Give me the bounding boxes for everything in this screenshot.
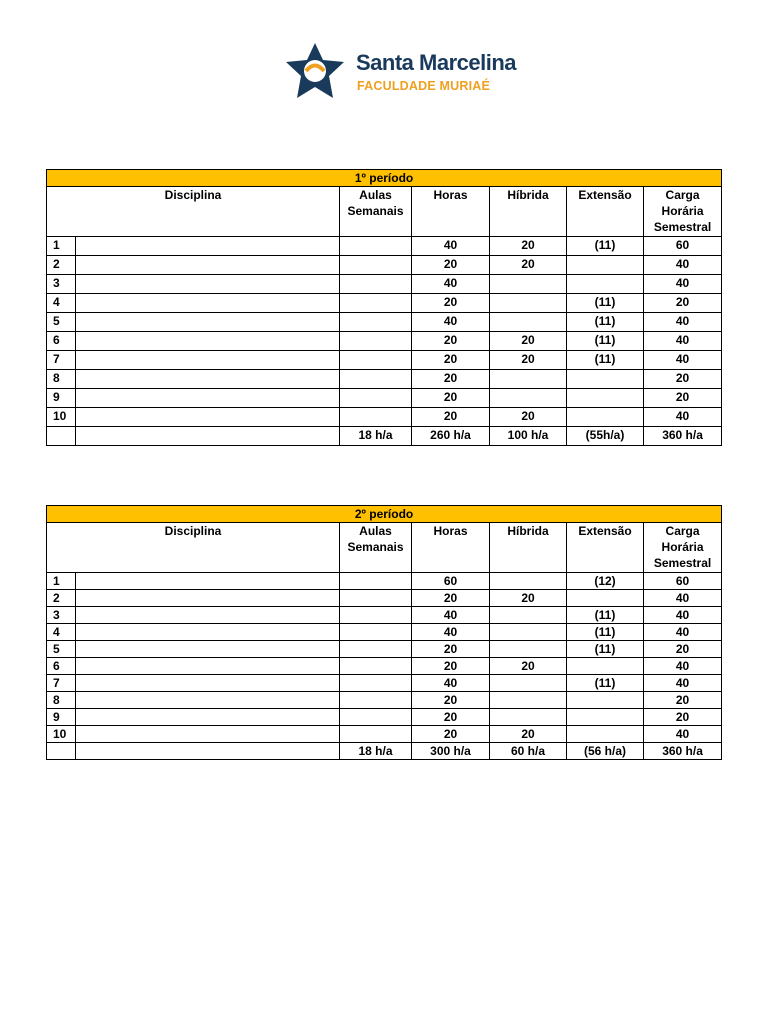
disciplina-cell xyxy=(76,743,340,760)
carga-horaria-cell: 40 xyxy=(644,675,722,692)
table-row xyxy=(47,590,722,607)
col-hibrida: Híbrida xyxy=(490,523,567,573)
extensao-cell xyxy=(567,709,644,726)
total-hibrida: 60 h/a xyxy=(490,743,567,760)
col-extensao: Extensão xyxy=(567,187,644,237)
period-title: 2º período xyxy=(47,506,722,523)
row-number: 3 xyxy=(47,607,76,624)
horas-cell: 20 xyxy=(412,389,490,408)
extensao-cell xyxy=(567,389,644,408)
horas-cell: 20 xyxy=(412,294,490,313)
horas-cell: 20 xyxy=(412,332,490,351)
disciplina-cell xyxy=(76,332,340,351)
horas-cell: 20 xyxy=(412,370,490,389)
carga-horaria-cell: 20 xyxy=(644,709,722,726)
hibrida-cell: 20 xyxy=(490,658,567,675)
carga-horaria-cell: 60 xyxy=(644,237,722,256)
row-number: 3 xyxy=(47,275,76,294)
horas-cell: 20 xyxy=(412,351,490,370)
aulas-semanais-cell xyxy=(340,332,412,351)
extensao-cell xyxy=(567,590,644,607)
carga-horaria-cell: 20 xyxy=(644,370,722,389)
total-horas: 260 h/a xyxy=(412,427,490,446)
carga-horaria-cell: 40 xyxy=(644,256,722,275)
carga-horaria-cell: 40 xyxy=(644,624,722,641)
col-carga-horaria: Carga Horária Semestral xyxy=(644,187,722,237)
period-title: 1º período xyxy=(47,170,722,187)
disciplina-cell xyxy=(76,313,340,332)
hibrida-cell: 20 xyxy=(490,590,567,607)
hibrida-cell xyxy=(490,675,567,692)
extensao-cell xyxy=(567,275,644,294)
table-row xyxy=(47,256,722,275)
table-row xyxy=(47,641,722,658)
horas-cell: 20 xyxy=(412,692,490,709)
table-row xyxy=(47,237,722,256)
disciplina-cell xyxy=(76,256,340,275)
table-row xyxy=(47,351,722,370)
horas-cell: 40 xyxy=(412,313,490,332)
total-carga-horaria: 360 h/a xyxy=(644,427,722,446)
total-aulas: 18 h/a xyxy=(340,743,412,760)
extensao-cell xyxy=(567,692,644,709)
period-table-2 xyxy=(46,505,722,760)
table-row xyxy=(47,658,722,675)
disciplina-cell xyxy=(76,607,340,624)
table-row xyxy=(47,275,722,294)
carga-horaria-cell: 40 xyxy=(644,590,722,607)
aulas-semanais-cell xyxy=(340,692,412,709)
carga-horaria-cell: 20 xyxy=(644,692,722,709)
col-aulas-semanais: Aulas Semanais xyxy=(340,523,412,573)
row-number: 5 xyxy=(47,313,76,332)
row-number: 7 xyxy=(47,675,76,692)
col-extensao: Extensão xyxy=(567,523,644,573)
extensao-cell: (11) xyxy=(567,607,644,624)
hibrida-cell: 20 xyxy=(490,256,567,275)
disciplina-cell xyxy=(76,408,340,427)
carga-horaria-cell: 40 xyxy=(644,275,722,294)
row-number: 10 xyxy=(47,408,76,427)
aulas-semanais-cell xyxy=(340,641,412,658)
hibrida-cell xyxy=(490,692,567,709)
carga-horaria-cell: 20 xyxy=(644,294,722,313)
hibrida-cell: 20 xyxy=(490,726,567,743)
total-carga-horaria: 360 h/a xyxy=(644,743,722,760)
extensao-cell xyxy=(567,370,644,389)
aulas-semanais-cell xyxy=(340,237,412,256)
aulas-semanais-cell xyxy=(340,313,412,332)
disciplina-cell xyxy=(76,692,340,709)
carga-horaria-cell: 40 xyxy=(644,607,722,624)
horas-cell: 40 xyxy=(412,624,490,641)
disciplina-cell xyxy=(76,370,340,389)
aulas-semanais-cell xyxy=(340,294,412,313)
brand-logo xyxy=(282,40,517,102)
horas-cell: 20 xyxy=(412,709,490,726)
horas-cell: 20 xyxy=(412,408,490,427)
table-row xyxy=(47,294,722,313)
col-horas: Horas xyxy=(412,523,490,573)
aulas-semanais-cell xyxy=(340,351,412,370)
row-number: 1 xyxy=(47,237,76,256)
carga-horaria-cell: 40 xyxy=(644,408,722,427)
table-row xyxy=(47,607,722,624)
hibrida-cell xyxy=(490,313,567,332)
table-row xyxy=(47,370,722,389)
hibrida-cell: 20 xyxy=(490,237,567,256)
row-number xyxy=(47,743,76,760)
hibrida-cell xyxy=(490,709,567,726)
aulas-semanais-cell xyxy=(340,389,412,408)
disciplina-cell xyxy=(76,709,340,726)
row-number: 9 xyxy=(47,709,76,726)
carga-horaria-cell: 40 xyxy=(644,332,722,351)
disciplina-cell xyxy=(76,573,340,590)
extensao-cell: (11) xyxy=(567,624,644,641)
table-row xyxy=(47,709,722,726)
table-row xyxy=(47,692,722,709)
disciplina-cell xyxy=(76,658,340,675)
row-number: 1 xyxy=(47,573,76,590)
row-number: 8 xyxy=(47,370,76,389)
row-number: 5 xyxy=(47,641,76,658)
horas-cell: 20 xyxy=(412,590,490,607)
horas-cell: 60 xyxy=(412,573,490,590)
carga-horaria-cell: 40 xyxy=(644,351,722,370)
carga-horaria-cell: 60 xyxy=(644,573,722,590)
hibrida-cell: 20 xyxy=(490,351,567,370)
disciplina-cell xyxy=(76,237,340,256)
extensao-cell: (11) xyxy=(567,351,644,370)
horas-cell: 20 xyxy=(412,641,490,658)
disciplina-cell xyxy=(76,675,340,692)
row-number xyxy=(47,427,76,446)
aulas-semanais-cell xyxy=(340,709,412,726)
extensao-cell: (12) xyxy=(567,573,644,590)
hibrida-cell xyxy=(490,641,567,658)
aulas-semanais-cell xyxy=(340,370,412,389)
table-row xyxy=(47,408,722,427)
hibrida-cell xyxy=(490,624,567,641)
extensao-cell: (11) xyxy=(567,313,644,332)
disciplina-cell xyxy=(76,624,340,641)
totals-row xyxy=(47,427,722,446)
col-disciplina: Disciplina xyxy=(47,187,340,237)
table-row xyxy=(47,624,722,641)
carga-horaria-cell: 40 xyxy=(644,313,722,332)
hibrida-cell xyxy=(490,389,567,408)
disciplina-cell xyxy=(76,726,340,743)
row-number: 4 xyxy=(47,294,76,313)
total-horas: 300 h/a xyxy=(412,743,490,760)
disciplina-cell xyxy=(76,389,340,408)
hibrida-cell xyxy=(490,275,567,294)
row-number: 9 xyxy=(47,389,76,408)
aulas-semanais-cell xyxy=(340,590,412,607)
col-horas: Horas xyxy=(412,187,490,237)
carga-horaria-cell: 40 xyxy=(644,726,722,743)
disciplina-cell xyxy=(76,294,340,313)
horas-cell: 20 xyxy=(412,256,490,275)
aulas-semanais-cell xyxy=(340,408,412,427)
hibrida-cell xyxy=(490,607,567,624)
total-hibrida: 100 h/a xyxy=(490,427,567,446)
extensao-cell: (11) xyxy=(567,675,644,692)
horas-cell: 40 xyxy=(412,607,490,624)
extensao-cell: (11) xyxy=(567,641,644,658)
hibrida-cell xyxy=(490,294,567,313)
aulas-semanais-cell xyxy=(340,607,412,624)
horas-cell: 40 xyxy=(412,237,490,256)
period-table-1 xyxy=(46,169,722,446)
col-disciplina: Disciplina xyxy=(47,523,340,573)
extensao-cell xyxy=(567,658,644,675)
total-extensao: (56 h/a) xyxy=(567,743,644,760)
table-row xyxy=(47,573,722,590)
col-aulas-semanais: Aulas Semanais xyxy=(340,187,412,237)
table-row xyxy=(47,389,722,408)
horas-cell: 40 xyxy=(412,675,490,692)
row-number: 6 xyxy=(47,332,76,351)
row-number: 2 xyxy=(47,590,76,607)
row-number: 10 xyxy=(47,726,76,743)
hibrida-cell xyxy=(490,573,567,590)
horas-cell: 20 xyxy=(412,726,490,743)
row-number: 4 xyxy=(47,624,76,641)
hibrida-cell xyxy=(490,370,567,389)
table-row xyxy=(47,332,722,351)
col-hibrida: Híbrida xyxy=(490,187,567,237)
totals-row xyxy=(47,743,722,760)
carga-horaria-cell: 20 xyxy=(644,641,722,658)
aulas-semanais-cell xyxy=(340,726,412,743)
extensao-cell xyxy=(567,256,644,275)
total-extensao: (55h/a) xyxy=(567,427,644,446)
aulas-semanais-cell xyxy=(340,256,412,275)
aulas-semanais-cell xyxy=(340,658,412,675)
horas-cell: 20 xyxy=(412,658,490,675)
hibrida-cell: 20 xyxy=(490,332,567,351)
brand-name: Santa Marcelina xyxy=(356,50,517,75)
row-number: 8 xyxy=(47,692,76,709)
aulas-semanais-cell xyxy=(340,573,412,590)
table-row xyxy=(47,726,722,743)
extensao-cell xyxy=(567,726,644,743)
disciplina-cell xyxy=(76,351,340,370)
horas-cell: 40 xyxy=(412,275,490,294)
aulas-semanais-cell xyxy=(340,275,412,294)
disciplina-cell xyxy=(76,427,340,446)
hibrida-cell: 20 xyxy=(490,408,567,427)
extensao-cell: (11) xyxy=(567,237,644,256)
table-row xyxy=(47,675,722,692)
table-row xyxy=(47,313,722,332)
carga-horaria-cell: 40 xyxy=(644,658,722,675)
star-logo-icon xyxy=(282,40,348,102)
total-aulas: 18 h/a xyxy=(340,427,412,446)
disciplina-cell xyxy=(76,641,340,658)
extensao-cell: (11) xyxy=(567,294,644,313)
row-number: 7 xyxy=(47,351,76,370)
aulas-semanais-cell xyxy=(340,675,412,692)
disciplina-cell xyxy=(76,275,340,294)
row-number: 2 xyxy=(47,256,76,275)
brand-subtitle: FACULDADE MURIAÉ xyxy=(357,79,491,93)
row-number: 6 xyxy=(47,658,76,675)
disciplina-cell xyxy=(76,590,340,607)
extensao-cell: (11) xyxy=(567,332,644,351)
col-carga-horaria: Carga Horária Semestral xyxy=(644,523,722,573)
extensao-cell xyxy=(567,408,644,427)
aulas-semanais-cell xyxy=(340,624,412,641)
carga-horaria-cell: 20 xyxy=(644,389,722,408)
